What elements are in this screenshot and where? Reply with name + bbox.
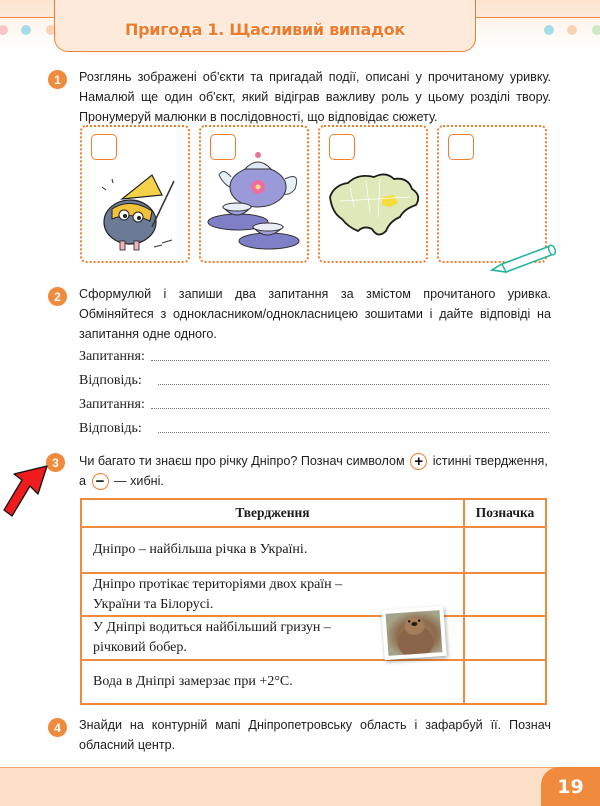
statement-cell: Вода в Дніпрі замерзає при +2°С. [81,660,464,704]
task-3-text-part1: Чи багато ти знаєш про річку Дніпро? Познач символом [79,454,405,468]
task-3-text-part3: а [79,474,87,488]
task-2-text: Сформулюй і запиши два запитання за змістом прочитаного уривка. Обміняйтеся з однокласником/однокласницею зошитами і дайте відповіді на запитання одне одного. [79,287,551,341]
column-header-statement: Твердження [81,499,464,527]
writing-line[interactable] [158,384,549,385]
answer-label: Відповідь: [79,421,142,436]
teapot-icon [201,127,306,260]
table-header-row [81,499,546,527]
task-number-4: 4 [48,718,67,737]
question-line-2[interactable] [79,393,549,413]
statement-cell: Дніпро – найбільша річка в Україні. [81,527,464,573]
task-number-1: 1 [48,70,67,89]
answer-line-2[interactable] [79,417,549,437]
question-line-1[interactable] [79,345,549,365]
beaver-icon [386,610,443,656]
beaver-photo [381,606,446,660]
pencil-icon [488,240,558,276]
decor-dot [567,25,577,35]
writing-line[interactable] [151,408,549,409]
statements-table [80,498,547,705]
table-row [81,527,546,573]
task-3-text [79,451,551,491]
picture-card-2 [199,125,309,263]
table-row [81,573,546,616]
question-label: Запитання: [79,397,145,412]
task-number-3: 3 [46,453,65,472]
decor-dot [21,25,31,35]
mark-cell[interactable] [464,660,546,704]
statement-cell: Дніпро протікає територіями двох країн – України та Білорусі. [81,573,464,616]
ukraine-map-icon [320,127,425,260]
task-1-text: Розглянь зображені об'єкти та пригадай події, описані у прочитаному уривку. Намалюй ще один об'єкт, який відіграв важливу роль у цьому розділі твору. Пронумеруй малюнки в послідовності, що відповідає сюжету. [79,70,551,124]
writing-line[interactable] [158,432,549,433]
answer-line-1[interactable] [79,369,549,389]
picture-card-1 [80,125,190,263]
decor-dot [592,25,600,35]
column-header-mark: Позначка [464,499,546,527]
page-footer [0,767,600,806]
red-arrow-icon [2,464,52,524]
question-label: Запитання: [79,349,145,364]
decor-dot [544,25,554,35]
chapter-title: Пригода 1. Щасливий випадок [125,20,405,39]
page-number: 19 [541,767,600,806]
table-row [81,616,546,660]
task-4-text: Знайди на контурній мапі Дніпропетровську область і зафарбуй її. Познач обласний центр. [79,718,551,752]
mark-cell[interactable] [464,527,546,573]
table-row [81,660,546,704]
answer-label: Відповідь: [79,373,142,388]
task-number-2: 2 [48,287,67,306]
writing-line[interactable] [151,360,549,361]
mark-cell[interactable] [464,616,546,660]
ninja-creature-icon [82,127,187,260]
statement-cell: У Дніпрі водиться найбільший гризун – річковий бобер. [81,616,464,660]
plus-symbol-icon: + [410,453,427,470]
minus-symbol-icon: − [92,473,109,490]
mark-cell[interactable] [464,573,546,616]
number-box[interactable] [448,134,474,160]
task-3-text-part2: істинні твердження, [432,454,548,468]
chapter-title-box [54,0,476,52]
task-3-text-part4: — хибні. [114,474,164,488]
picture-card-3 [318,125,428,263]
